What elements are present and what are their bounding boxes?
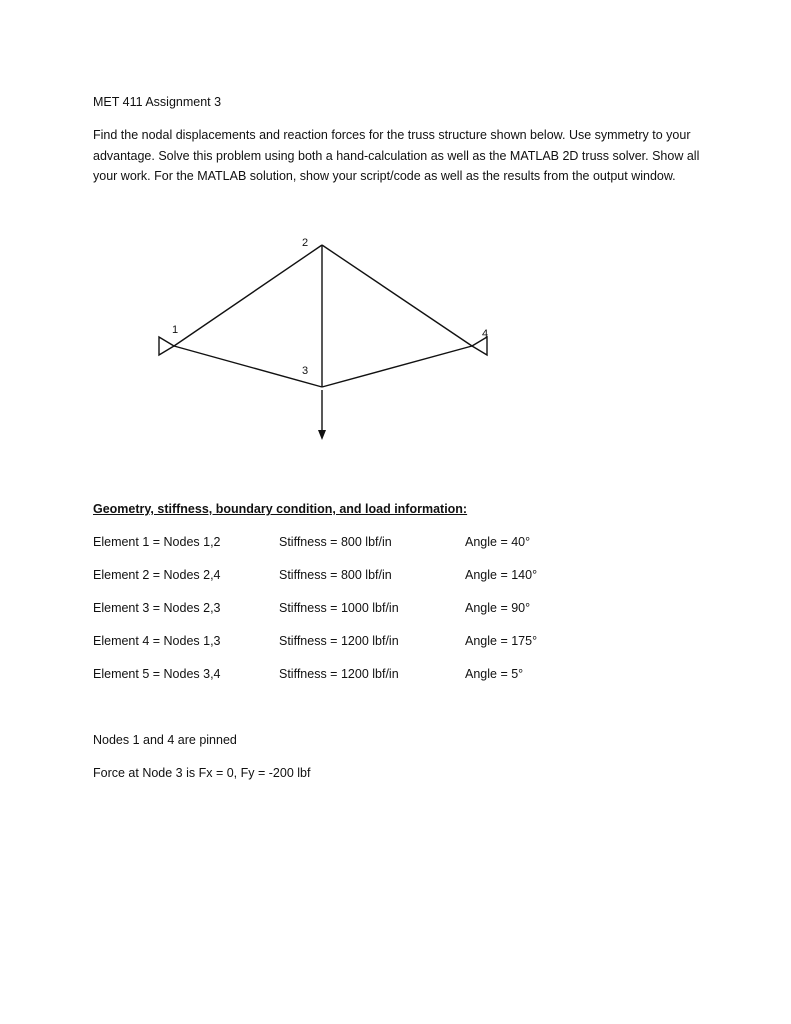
node-label-4: 4 <box>482 328 489 340</box>
supports-note: Nodes 1 and 4 are pinned <box>93 733 237 747</box>
element-stiffness: Stiffness = 1200 lbf/in <box>279 634 399 648</box>
element-angle: Angle = 40° <box>465 535 531 549</box>
element-stiffness: Stiffness = 800 lbf/in <box>279 535 392 549</box>
member-element-5 <box>322 346 472 387</box>
element-stiffness: Stiffness = 800 lbf/in <box>279 568 392 582</box>
element-nodes: Element 1 = Nodes 1,2 <box>93 535 221 549</box>
node-label-1: 1 <box>172 324 179 336</box>
element-stiffness: Stiffness = 1200 lbf/in <box>279 667 399 681</box>
element-angle: Angle = 90° <box>465 601 531 615</box>
element-nodes: Element 2 = Nodes 2,4 <box>93 568 221 582</box>
pin-support-node-1 <box>159 337 174 355</box>
element-stiffness: Stiffness = 1000 lbf/in <box>279 601 399 615</box>
section-heading: Geometry, stiffness, boundary condition, and load information: <box>93 502 468 516</box>
node-label-3: 3 <box>302 365 309 377</box>
node-label-2: 2 <box>302 237 309 249</box>
element-nodes: Element 3 = Nodes 2,3 <box>93 601 221 615</box>
member-element-2 <box>322 245 472 346</box>
element-angle: Angle = 5° <box>465 667 524 681</box>
element-row <box>93 600 653 616</box>
element-row <box>93 633 653 649</box>
element-nodes: Element 5 = Nodes 3,4 <box>93 667 221 681</box>
element-row <box>93 666 653 682</box>
load-arrow-head <box>318 430 326 440</box>
member-element-4 <box>174 346 322 387</box>
member-element-1 <box>174 245 322 346</box>
element-angle: Angle = 140° <box>465 568 538 582</box>
assignment-title: MET 411 Assignment 3 <box>93 95 222 109</box>
element-row <box>93 567 653 583</box>
load-note: Force at Node 3 is Fx = 0, Fy = -200 lbf <box>93 766 311 780</box>
element-row <box>93 534 653 550</box>
element-nodes: Element 4 = Nodes 1,3 <box>93 634 221 648</box>
instructions-paragraph: Find the nodal displacements and reaction forces for the truss structure shown below. Use symmetry to your advantage. Solve this problem using both a hand-calculation as well as the MATLAB 2D truss solver. Show all your work. For the MATLAB solution, show your script/code as well as the results from the output window. <box>93 128 700 183</box>
element-angle: Angle = 175° <box>465 634 538 648</box>
